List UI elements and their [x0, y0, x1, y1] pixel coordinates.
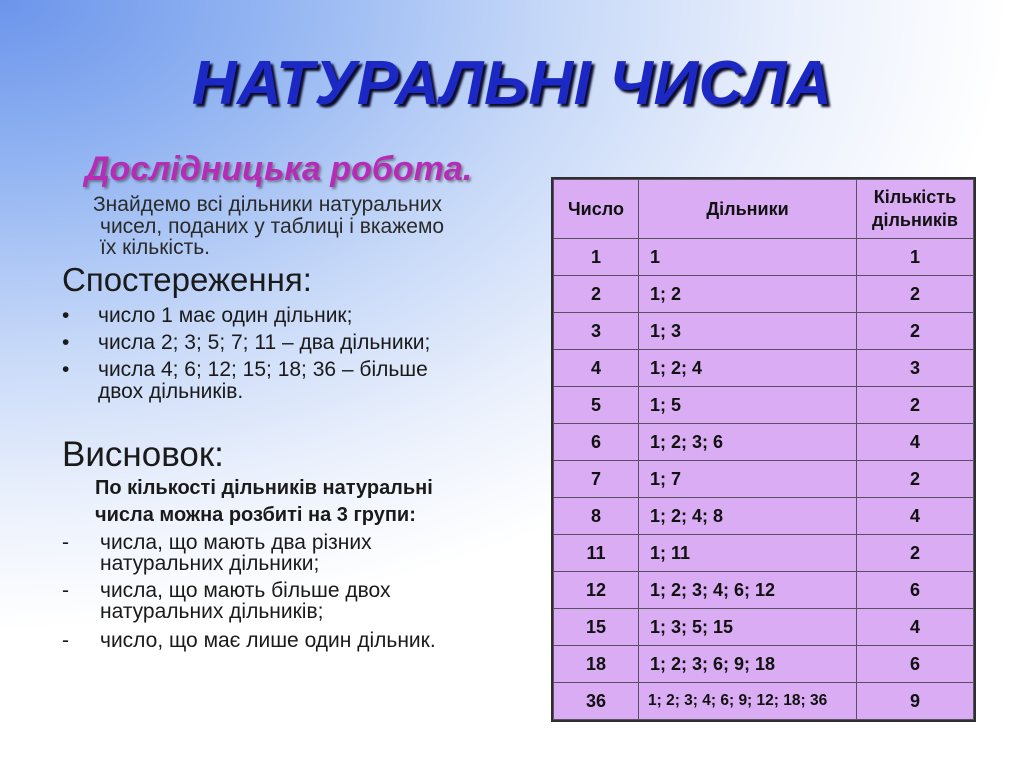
divisors-cell: 1; 2; 3; 4; 6; 12: [639, 572, 857, 609]
number-cell: 36: [554, 683, 639, 720]
conclusion-line: числа, що мають два різних: [100, 531, 372, 554]
conclusion-line: натуральних дільники;: [100, 552, 320, 575]
count-cell: 4: [857, 609, 974, 646]
number-cell: 6: [554, 424, 639, 461]
count-cell: 9: [857, 683, 974, 720]
table-row: [554, 350, 974, 387]
number-cell: 8: [554, 498, 639, 535]
conclusion-lead: [95, 475, 433, 529]
intro-line: Знайдемо всі дільники натуральних: [93, 193, 443, 216]
observation-line: числа 4; 6; 12; 15; 18; 36 – більше: [98, 358, 428, 381]
intro-paragraph: [93, 194, 444, 259]
divisors-cell: 1; 2; 3; 6: [639, 424, 857, 461]
number-cell: 1: [554, 239, 639, 276]
conclusion-item: [62, 580, 391, 622]
number-cell: 18: [554, 646, 639, 683]
conclusion-heading: Висновок:: [62, 435, 224, 474]
dash-marker: -: [62, 531, 69, 554]
table-row: [554, 535, 974, 572]
observation-line: двох дільників.: [98, 380, 244, 403]
divisors-cell: 1; 7: [639, 461, 857, 498]
number-cell: 15: [554, 609, 639, 646]
dash-marker: -: [62, 579, 69, 602]
number-cell: 11: [554, 535, 639, 572]
count-cell: 2: [857, 387, 974, 424]
divisors-cell: 1; 2; 4; 8: [639, 498, 857, 535]
divisors-cell: 1; 2: [639, 276, 857, 313]
header-number: Число: [554, 180, 639, 239]
intro-line: чисел, поданих у таблиці і вкажемо: [100, 214, 445, 238]
count-cell: 3: [857, 350, 974, 387]
conclusion-lead-line: числа можна розбиті на 3 групи:: [95, 504, 416, 526]
observations-heading: Спостереження:: [62, 261, 312, 298]
slide-title: НАТУРАЛЬНІ ЧИСЛА: [191, 49, 833, 118]
divisors-cell: 1; 2; 4: [639, 350, 857, 387]
number-cell: 12: [554, 572, 639, 609]
table-row: [554, 276, 974, 313]
count-cell: 6: [857, 572, 974, 609]
number-cell: 2: [554, 276, 639, 313]
conclusion-line: числа, що мають більше двох: [100, 579, 391, 602]
count-cell: 2: [857, 461, 974, 498]
bullet-marker: •: [62, 358, 70, 381]
conclusion-item: [62, 630, 436, 651]
conclusion-item: [62, 532, 372, 574]
divisors-table-grid: [553, 179, 974, 720]
divisors-cell: 1; 2; 3; 6; 9; 18: [639, 646, 857, 683]
dash-marker: -: [62, 629, 69, 652]
number-cell: 5: [554, 387, 639, 424]
conclusion-line: число, що має лише один дільник.: [100, 629, 436, 652]
bullet-marker: •: [62, 331, 70, 354]
divisors-cell: 1; 3: [639, 313, 857, 350]
divisors-table: [551, 177, 976, 722]
number-cell: 4: [554, 350, 639, 387]
table-header-row: [554, 180, 974, 239]
observation-item: [62, 359, 428, 403]
header-divisors: Дільники: [639, 180, 857, 239]
count-cell: 2: [857, 313, 974, 350]
conclusion-line: натуральних дільників;: [100, 600, 324, 623]
table-row: [554, 498, 974, 535]
header-count: Кількість дільників: [857, 180, 974, 239]
divisors-cell: 1; 11: [639, 535, 857, 572]
count-cell: 6: [857, 646, 974, 683]
conclusion-lead-line: По кількості дільників натуральні: [95, 477, 433, 499]
table-row: [554, 461, 974, 498]
table-row: [554, 683, 974, 720]
table-row: [554, 387, 974, 424]
intro-line: їх кількість.: [100, 236, 210, 259]
observation-line: числа 2; 3; 5; 7; 11 – два дільники;: [98, 331, 431, 354]
number-cell: 7: [554, 461, 639, 498]
observation-line: число 1 має один дільник;: [98, 304, 353, 327]
count-cell: 1: [857, 239, 974, 276]
divisors-cell: 1: [639, 239, 857, 276]
table-row: [554, 646, 974, 683]
table-row: [554, 609, 974, 646]
table-row: [554, 572, 974, 609]
table-row: [554, 239, 974, 276]
count-cell: 4: [857, 424, 974, 461]
number-cell: 3: [554, 313, 639, 350]
table-row: [554, 313, 974, 350]
divisors-cell: 1; 3; 5; 15: [639, 609, 857, 646]
observation-item: [62, 332, 430, 354]
divisors-cell: 1; 2; 3; 4; 6; 9; 12; 18; 36: [639, 683, 857, 720]
slide-subtitle: Дослідницька робота.: [85, 150, 473, 188]
divisors-cell: 1; 5: [639, 387, 857, 424]
bullet-marker: •: [62, 304, 70, 327]
count-cell: 2: [857, 535, 974, 572]
count-cell: 4: [857, 498, 974, 535]
count-cell: 2: [857, 276, 974, 313]
observation-item: [62, 305, 352, 327]
table-row: [554, 424, 974, 461]
